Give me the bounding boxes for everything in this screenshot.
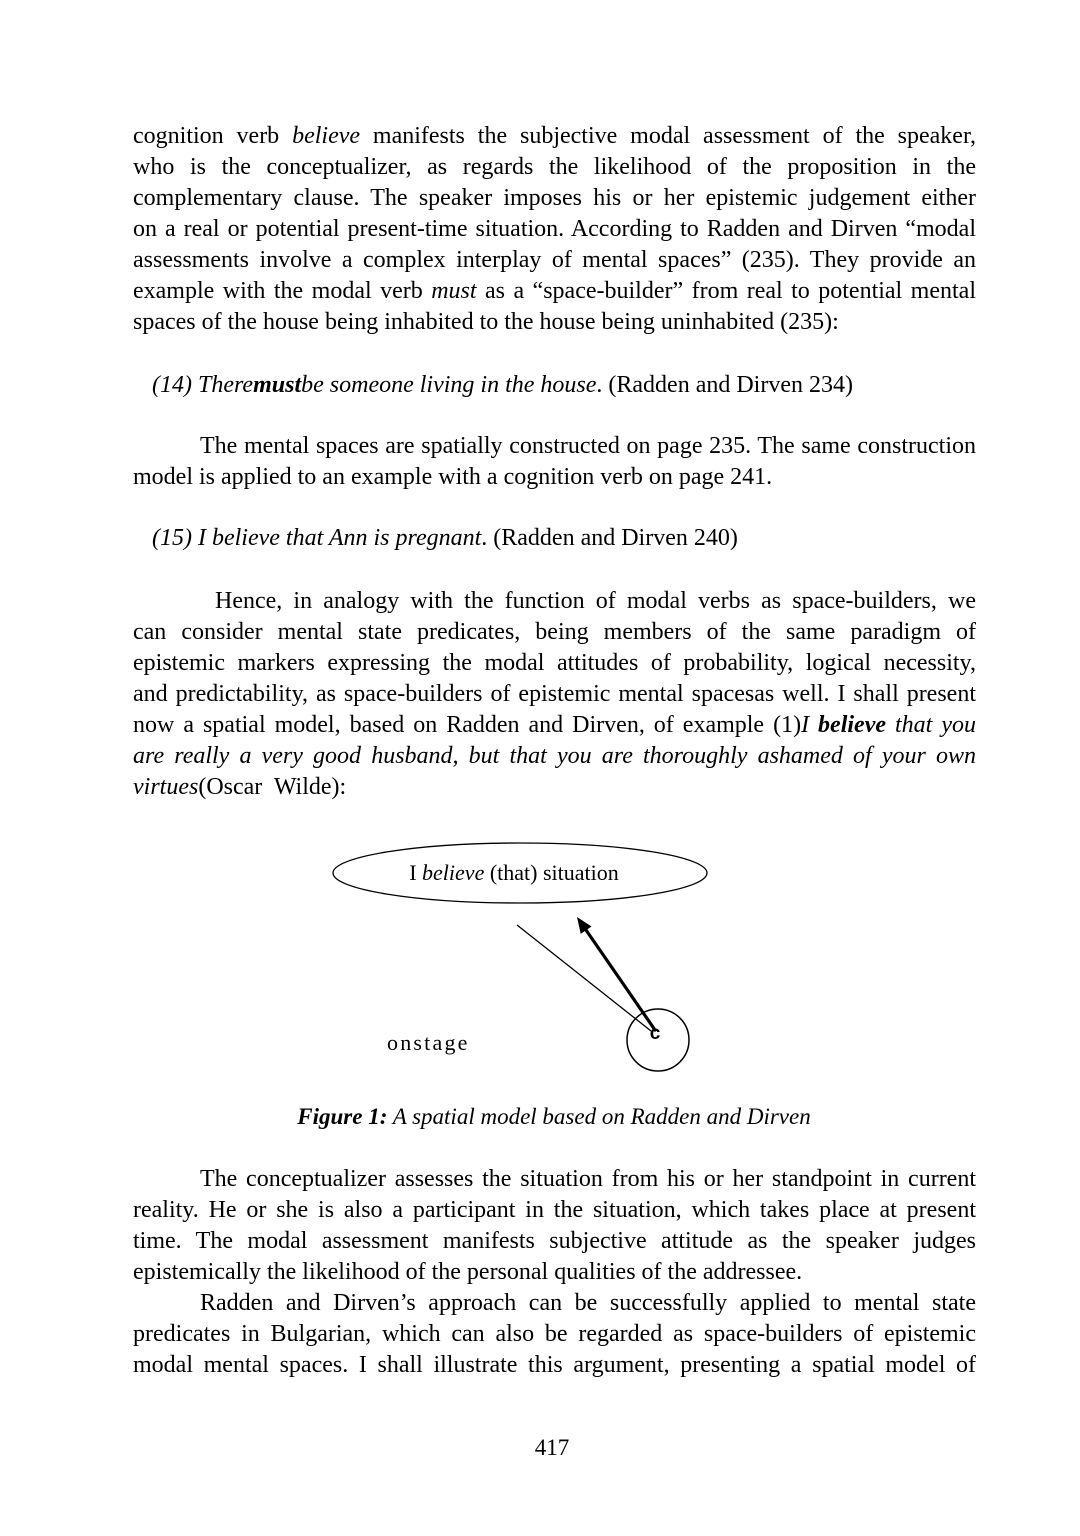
text-run: The mental spaces are spatially constructed on page 235. The same construction — [200, 433, 976, 459]
text-run: (that) situation — [484, 860, 619, 885]
paragraph-line — [133, 617, 976, 648]
italic-run: that you — [886, 712, 976, 738]
italic-run: (14) There — [152, 372, 254, 398]
situation-label — [327, 858, 701, 888]
page-number: 417 — [534, 1435, 570, 1460]
citation-run: . (Radden and Dirven 240) — [481, 525, 738, 551]
paragraph-line — [133, 1288, 976, 1319]
italic-run: I — [801, 712, 819, 738]
caption-label: Figure 1: — [297, 1104, 388, 1129]
conceptualizer-mark: c — [649, 1023, 661, 1044]
text-run: example with the modal verb — [133, 278, 432, 304]
paragraph-line — [133, 431, 976, 462]
citation-run: (Oscar Wilde): — [198, 774, 347, 800]
viewing-line — [517, 925, 651, 1031]
text-run: on a real or potential present-time situation. According to Radden and Dirven “modal — [133, 216, 976, 242]
text-run: complementary clause. The speaker imposes his or her epistemic judgement either — [133, 185, 976, 211]
text-run: who is the conceptualizer, as regards the likelihood of the proposition in the — [133, 154, 976, 180]
text-run: cognition verb — [133, 123, 293, 149]
paragraph-line — [133, 710, 976, 741]
italic-run: must — [431, 278, 477, 304]
paragraph-line — [133, 741, 976, 772]
paragraph-line — [133, 307, 976, 338]
paragraph-line — [133, 462, 976, 493]
example-line — [133, 523, 976, 554]
italic-run: are really a very good husband, but that you are thoroughly ashamed of your own — [133, 743, 976, 769]
paragraph-line — [133, 648, 976, 679]
text-run: I — [409, 860, 423, 885]
bold-italic-run: must — [253, 372, 302, 398]
text-run: epistemically the likelihood of the personal qualities of the addressee. — [133, 1259, 803, 1285]
text-run: now a spatial model, based on Radden and Dirven, of example (1) — [133, 712, 802, 738]
example-14 — [133, 370, 976, 401]
assessment-arrowhead — [577, 917, 592, 934]
paragraph-line — [133, 1195, 976, 1226]
text-run: assessments involve a complex interplay of mental spaces” (235). They provide an — [133, 247, 976, 273]
paragraph-line — [133, 121, 976, 152]
italic-run: believe — [292, 123, 361, 149]
text-run: can consider mental state predicates, being members of the same paradigm of — [133, 619, 976, 645]
paragraph-line — [133, 152, 976, 183]
paragraph-4 — [133, 1164, 976, 1288]
paragraph-line — [133, 183, 976, 214]
text-run: predicates in Bulgarian, which can also be regarded as space-builders of epistemic — [133, 1321, 976, 1347]
text-run: spaces of the house being inhabited to the house being uninhabited (235): — [133, 309, 839, 335]
bold-italic-run: believe — [818, 712, 886, 738]
text-run: Radden and Dirven’s approach can be successfully applied to mental state — [200, 1290, 976, 1316]
figure-caption — [293, 1102, 815, 1132]
paragraph-3 — [133, 586, 976, 803]
text-run: model is applied to an example with a cognition verb on page 241. — [133, 464, 773, 490]
italic-run: virtues — [133, 774, 199, 800]
text-run: Hence, in analogy with the function of modal verbs as space-builders, we — [215, 588, 976, 614]
caption-text: A spatial model based on Radden and Dirven — [387, 1104, 811, 1129]
paragraph-line — [133, 679, 976, 710]
italic-run: be someone living in the house — [301, 372, 597, 398]
text-run: modal mental spaces. I shall illustrate this argument, presenting a spatial model of — [133, 1352, 976, 1378]
text-run: manifests the subjective modal assessment of the speaker, — [360, 123, 976, 149]
paragraph-line — [133, 1257, 976, 1288]
paragraph-line — [133, 214, 976, 245]
example-line — [133, 370, 976, 401]
text-run: as a “space-builder” from real to potential mental — [476, 278, 976, 304]
assessment-arrow-shaft — [586, 930, 655, 1030]
paragraph-5 — [133, 1288, 976, 1381]
italic-run: believe — [422, 860, 485, 885]
paragraph-line — [133, 1164, 976, 1195]
text-run: reality. He or she is also a participant in the situation, which takes place at present — [133, 1197, 976, 1223]
paragraph-line — [133, 586, 976, 617]
onstage-label: onstage — [387, 1030, 470, 1055]
paragraph-line — [133, 1226, 976, 1257]
paragraph-2 — [133, 431, 976, 493]
text-run: epistemic markers expressing the modal attitudes of probability, logical necessity, — [133, 650, 976, 676]
text-run: and predictability, as space-builders of epistemic mental spacesas well. I shall present — [133, 681, 976, 707]
paragraph-line — [133, 1350, 976, 1381]
text-run: The conceptualizer assesses the situation from his or her standpoint in current — [200, 1166, 976, 1192]
citation-run: . (Radden and Dirven 234) — [596, 372, 853, 398]
paragraph-1 — [133, 121, 976, 338]
example-15 — [133, 523, 976, 554]
paragraph-line — [133, 772, 976, 803]
text-run: time. The modal assessment manifests subjective attitude as the speaker judges — [133, 1228, 976, 1254]
paragraph-line — [133, 276, 976, 307]
italic-run: (15) I believe that Ann is pregnant — [152, 525, 482, 551]
paragraph-line — [133, 245, 976, 276]
paragraph-line — [133, 1319, 976, 1350]
